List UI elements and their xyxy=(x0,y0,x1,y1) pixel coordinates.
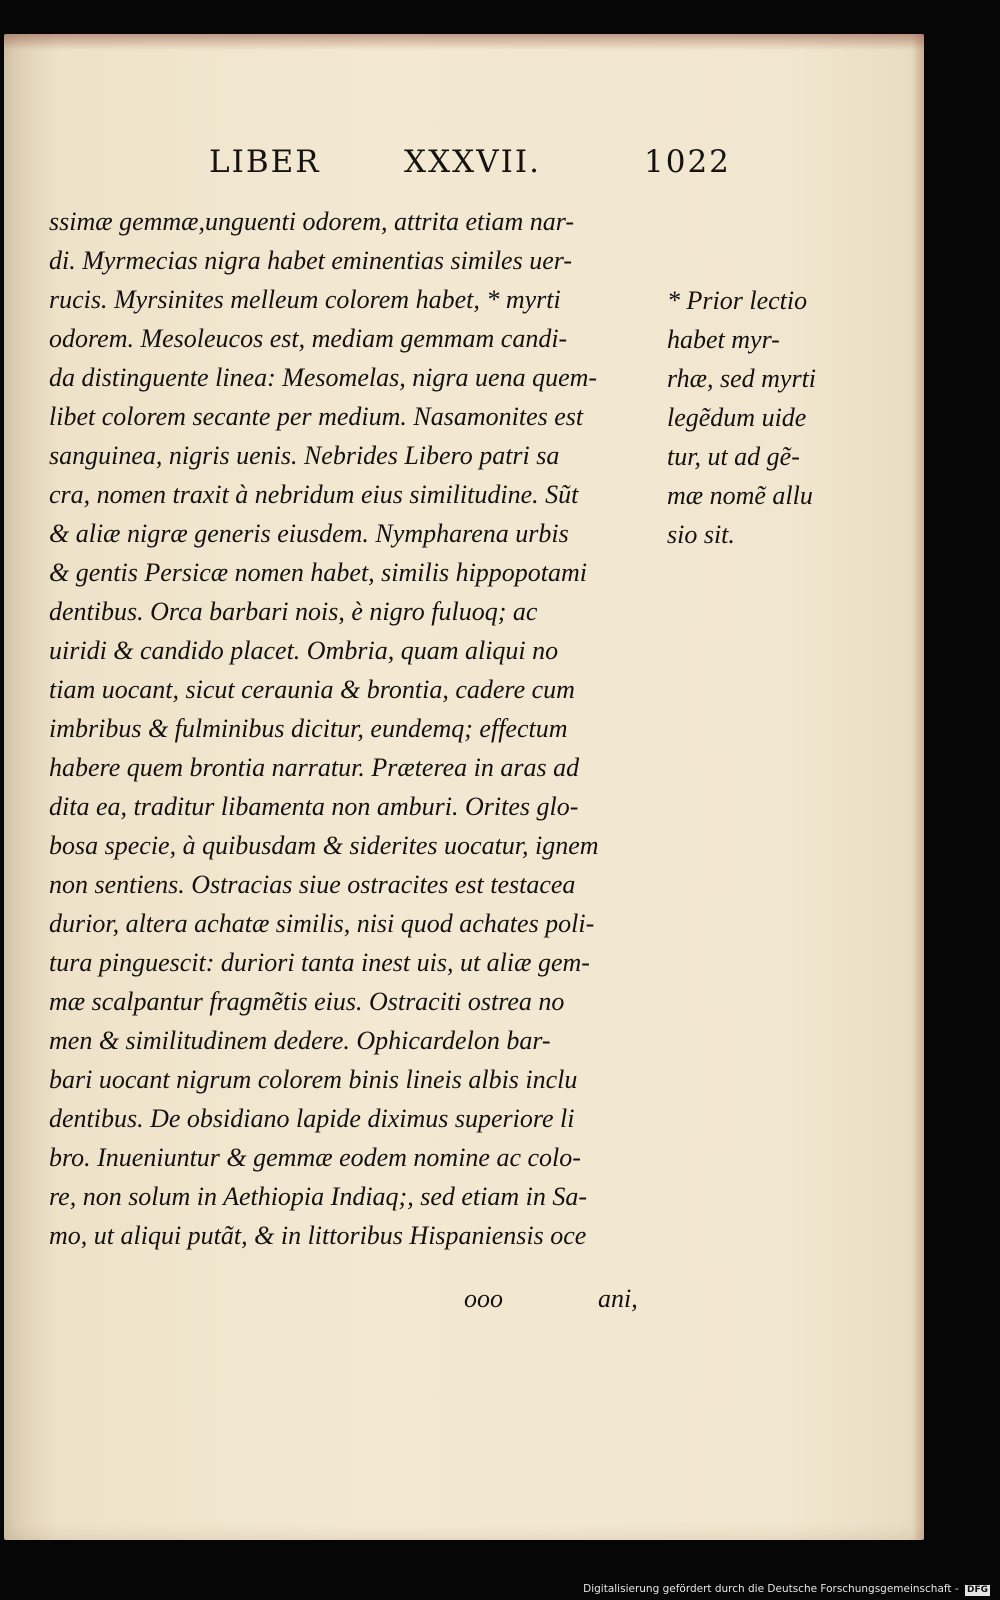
text-line: bari uocant nigrum colorem binis lineis albis inclu xyxy=(49,1065,578,1094)
text-line: uiridi & candido placet. Ombria, quam aliqui no xyxy=(49,636,559,665)
text-line: bro. Inueniuntur & gemmæ eodem nomine ac colo- xyxy=(49,1143,581,1172)
margin-line: tur, ut ad gẽ- xyxy=(667,442,800,471)
text-line: mæ scalpantur fragmẽtis eius. Ostraciti ostrea no xyxy=(49,987,565,1016)
running-head-book-number: XXXVII. xyxy=(404,144,541,180)
text-line: non sentiens. Ostracias siue ostracites est testacea xyxy=(49,870,576,899)
digitization-credit xyxy=(583,1583,990,1599)
text-line: dentibus. De obsidiano lapide diximus superiore li xyxy=(49,1104,575,1133)
margin-line: rhæ, sed myrti xyxy=(667,364,817,393)
text-line: rucis. Myrsinites melleum colorem habet, * myrti xyxy=(49,285,561,314)
margin-line: legẽdum uide xyxy=(667,403,807,432)
book-page xyxy=(4,34,924,1540)
text-line: da distinguente linea: Mesomelas, nigra uena quem- xyxy=(49,363,598,392)
text-line: cra, nomen traxit à nebridum eius similitudine. Sũt xyxy=(49,480,579,509)
text-line: durior, altera achatæ similis, nisi quod achates poli- xyxy=(49,909,595,938)
marginal-note xyxy=(667,281,837,554)
text-line: tiam uocant, sicut ceraunia & brontia, cadere cum xyxy=(49,675,575,704)
text-line: sanguinea, nigris uenis. Nebrides Libero patri sa xyxy=(49,441,560,470)
margin-line: habet myr- xyxy=(667,325,780,354)
text-line: dita ea, traditur libamenta non amburi. Orites glo- xyxy=(49,792,579,821)
text-line: odorem. Mesoleucos est, mediam gemmam candi- xyxy=(49,324,568,353)
margin-line: * Prior lectio xyxy=(667,286,808,315)
text-line: di. Myrmecias nigra habet eminentias similes uer- xyxy=(49,246,573,275)
text-line: imbribus & fulminibus dicitur, eundemq; effectum xyxy=(49,714,568,743)
text-line: tura pinguescit: duriori tanta inest uis, ut aliæ gem- xyxy=(49,948,590,977)
running-head xyxy=(4,144,924,184)
catchword-row xyxy=(4,1284,924,1318)
catchword: ani, xyxy=(598,1284,638,1313)
text-line: & gentis Persicæ nomen habet, similis hippopotami xyxy=(49,558,588,587)
margin-line: mæ nomẽ allu xyxy=(667,481,813,510)
text-line: men & similitudinem dedere. Ophicardelon bar- xyxy=(49,1026,551,1055)
dfg-logo: DFG xyxy=(966,1585,988,1595)
text-line: bosa specie, à quibusdam & siderites uocatur, ignem xyxy=(49,831,599,860)
text-line: libet colorem secante per medium. Nasamonites est xyxy=(49,402,584,431)
text-line: ssimæ gemmæ,unguenti odorem, attrita etiam nar- xyxy=(49,207,575,236)
signature-mark: ooo xyxy=(464,1284,503,1313)
text-line: habere quem brontia narratur. Præterea in aras ad xyxy=(49,753,580,782)
margin-line: sio sit. xyxy=(667,520,735,549)
text-line: dentibus. Orca barbari nois, è nigro fuluoq; ac xyxy=(49,597,538,626)
folio-number: 1022 xyxy=(644,144,731,180)
credit-text: Digitalisierung gefördert durch die Deutsche Forschungsgemeinschaft - xyxy=(583,1583,959,1595)
text-line: mo, ut aliqui putãt, & in littoribus Hispaniensis oce xyxy=(49,1221,587,1250)
running-head-liber: LIBER xyxy=(209,144,321,180)
main-text-column xyxy=(49,202,659,1255)
text-line: & aliæ nigræ generis eiusdem. Nympharena urbis xyxy=(49,519,569,548)
text-line: re, non solum in Aethiopia Indiaq;, sed etiam in Sa- xyxy=(49,1182,588,1211)
